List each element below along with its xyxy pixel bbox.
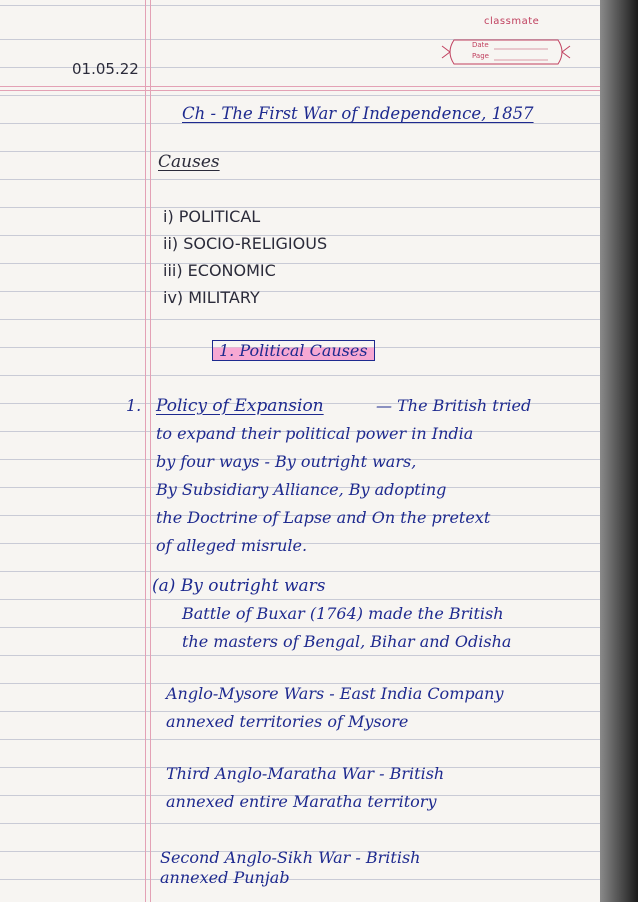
entry-line: Third Anglo-Maratha War - British — [166, 764, 445, 783]
point-heading: Policy of Expansion — [156, 396, 324, 416]
page-label: Page — [472, 52, 489, 60]
cause-item: iv) MILITARY — [163, 288, 260, 307]
point-text-line: of alleged misrule. — [156, 536, 308, 555]
date-page-box — [440, 32, 572, 72]
entry-line: Anglo-Mysore Wars - East India Company — [166, 684, 504, 703]
entry-line: Second Anglo-Sikh War - British — [160, 848, 421, 867]
entry-line: annexed territories of Mysore — [166, 712, 409, 731]
entry-line: the masters of Bengal, Bihar and Odisha — [182, 632, 512, 651]
entry-date: 01.05.22 — [72, 60, 139, 78]
entry-line: annexed Punjab — [160, 868, 290, 887]
causes-heading: Causes — [158, 152, 220, 172]
date-label: Date — [472, 41, 489, 49]
top-margin-line-2 — [0, 90, 600, 91]
top-margin-line — [0, 86, 600, 87]
section-heading: 1. Political Causes — [212, 340, 375, 361]
cause-item: i) POLITICAL — [163, 207, 261, 226]
date-box-frame-icon — [440, 32, 572, 72]
point-text-line: By Subsidiary Alliance, By adopting — [156, 480, 447, 499]
sub-heading: (a) By outright wars — [152, 576, 326, 596]
entry-line: Battle of Buxar (1764) made the British — [182, 604, 504, 623]
entry-line: annexed entire Maratha territory — [166, 792, 437, 811]
point-text-line: the Doctrine of Lapse and On the pretext — [156, 508, 491, 527]
page-edge-shadow — [600, 0, 638, 902]
point-number: 1. — [126, 396, 142, 415]
point-text-line: to expand their political power in India — [156, 424, 474, 443]
chapter-title: Ch - The First War of Independence, 1857 — [182, 104, 534, 123]
left-margin-line — [145, 0, 146, 902]
left-margin-line-2 — [150, 0, 151, 902]
cause-item: iii) ECONOMIC — [163, 261, 276, 280]
point-text-line: by four ways - By outright wars, — [156, 452, 417, 471]
cause-item: ii) SOCIO-RELIGIOUS — [163, 234, 328, 253]
point-text-line: — The British tried — [376, 396, 532, 415]
notebook-brand: classmate — [484, 16, 540, 27]
